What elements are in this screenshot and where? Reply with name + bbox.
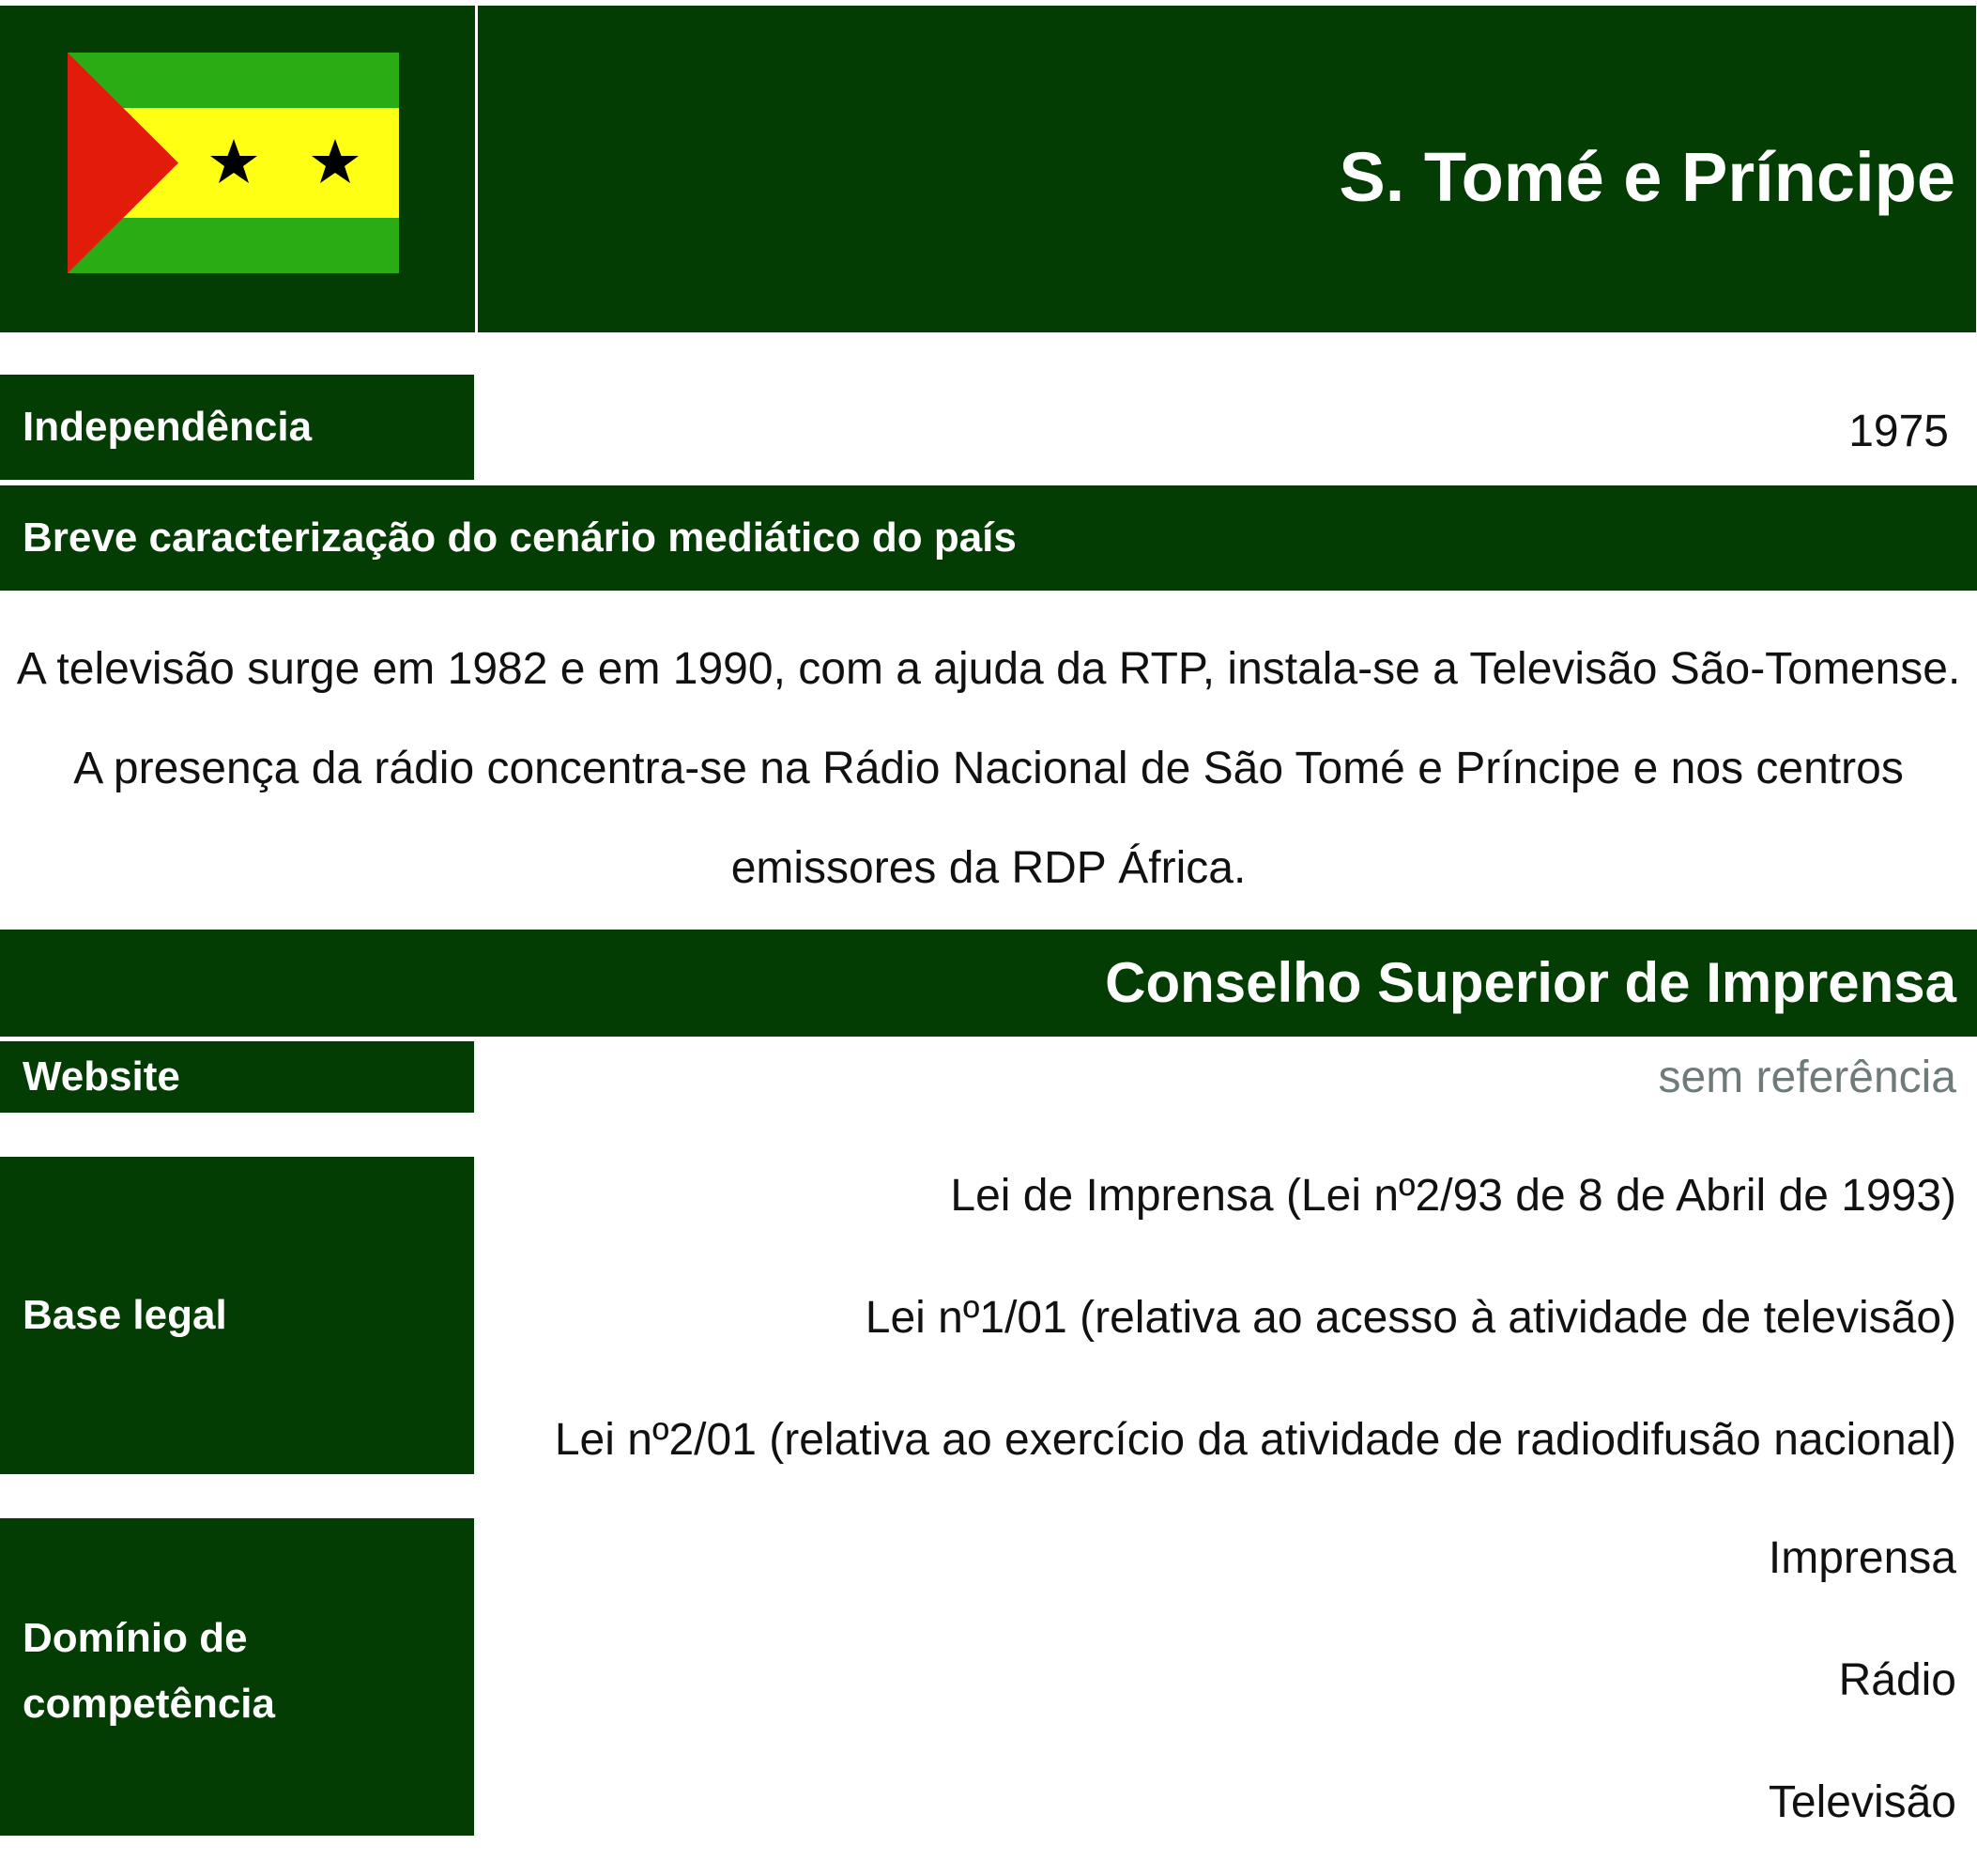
media-overview-text (9, 620, 1968, 918)
competence-item: Televisão (1768, 1777, 1956, 1827)
council-name: Conselho Superior de Imprensa (1105, 951, 1956, 1014)
legal-basis-item: Lei nº2/01 (relativa ao exercício da atividade de radiodifusão nacional) (554, 1415, 1956, 1465)
competence-label-line: Domínio de (23, 1615, 248, 1661)
competence-item: Imprensa (1768, 1533, 1956, 1583)
legal-basis-item: Lei nº1/01 (relativa ao acesso à atividade de televisão) (865, 1293, 1956, 1343)
independence-label: Independência (23, 404, 313, 450)
competence-item: Rádio (1838, 1655, 1956, 1705)
council-heading-bar (0, 930, 1977, 1037)
media-overview-line: A televisão surge em 1982 e em 1990, com a ajuda da RTP, instala-se a Televisão São-Tomense. (16, 644, 1961, 694)
legal-basis-label: Base legal (23, 1292, 227, 1338)
flag-panel (0, 6, 475, 332)
page-title: S. Tomé e Príncipe (1339, 138, 1955, 216)
website-label-box (0, 1041, 474, 1113)
competence-label-box (0, 1518, 474, 1836)
website-label: Website (23, 1053, 180, 1099)
legal-basis-item: Lei de Imprensa (Lei nº2/93 de 8 de Abril de 1993) (950, 1171, 1956, 1221)
title-panel (478, 6, 1976, 332)
media-overview-line: A presença da rádio concentra-se na Rádio Nacional de São Tomé e Príncipe e nos centros (73, 744, 1904, 793)
independence-label-box (0, 375, 474, 480)
media-overview-heading: Breve caracterização do cenário mediático do país (23, 515, 1017, 561)
independence-year: 1975 (1848, 407, 1949, 456)
media-overview-heading-bar (0, 485, 1977, 591)
sao-tome-flag-icon (68, 53, 399, 273)
competence-label-line: competência (23, 1681, 275, 1727)
website-value: sem referência (1658, 1053, 1956, 1102)
legal-basis-label-box (0, 1157, 474, 1474)
media-overview-line: emissores da RDP África. (730, 843, 1247, 893)
